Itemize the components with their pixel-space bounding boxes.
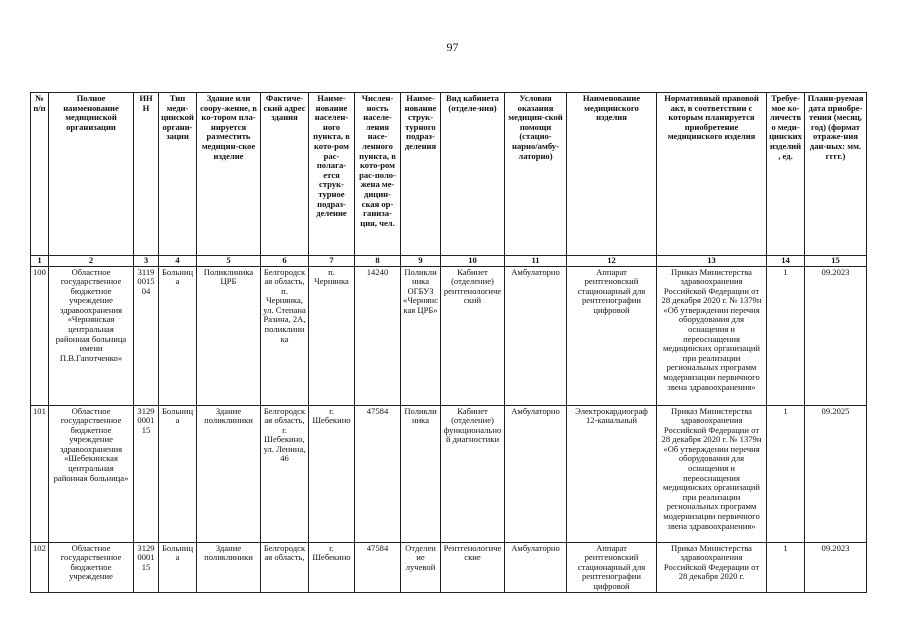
header-cell: Условия оказания медицин-ской помощи (стацио-нарно/амбу-латорно) <box>505 93 567 256</box>
population: 47584 <box>355 405 401 542</box>
row-number: 102 <box>31 542 49 593</box>
header-cell: Наиме-нование населен-ного пункта, в кото-ром рас-полага-ется струк-турное подраз-деление <box>309 93 355 256</box>
header-cell: Плани-руемая дата приобре-тения (месяц, год) (формат отраже-ния дан-ных: мм. гггг.) <box>805 93 867 256</box>
equipment-table <box>30 92 867 593</box>
column-number: 14 <box>767 256 805 267</box>
header-cell: Наименование медицинского изделия <box>567 93 657 256</box>
conditions: Амбулаторно <box>505 405 567 542</box>
quantity: 1 <box>767 542 805 593</box>
column-number: 4 <box>159 256 197 267</box>
address: Белгородская область, г. Шебекино, ул. Ленина, 46 <box>261 405 309 542</box>
quantity: 1 <box>767 266 805 405</box>
purchase-date: 09.2023 <box>805 266 867 405</box>
table-row <box>31 542 867 593</box>
page-number: 97 <box>446 40 459 54</box>
header-cell: Числен-ность населе-ления насе-ленного пункта, в кото-ром рас-поло-жена ме-дицин-ская ор-ганиза-ция, чел. <box>355 93 401 256</box>
building: Здание поликлиники <box>197 542 261 593</box>
header-cell: Тип меди-цинской органи-зации <box>159 93 197 256</box>
org-type: Больница <box>159 542 197 593</box>
inn: 3119001504 <box>134 266 159 405</box>
unit: Поликлиника ОГБУЗ «Чернянская ЦРБ» <box>401 266 441 405</box>
header-cell: Полное наименование медицинской организации <box>49 93 134 256</box>
org-type: Больница <box>159 405 197 542</box>
column-number: 8 <box>355 256 401 267</box>
address: Белгородская область, <box>261 542 309 593</box>
column-number: 2 <box>49 256 134 267</box>
unit: Поликлиника <box>401 405 441 542</box>
column-number: 5 <box>197 256 261 267</box>
header-cell: Здание или соору-жение, в ко-тором пла-нируется разместить медицин-ское изделие <box>197 93 261 256</box>
population: 14240 <box>355 266 401 405</box>
purchase-date: 09.2023 <box>805 542 867 593</box>
inn: 3129000115 <box>134 405 159 542</box>
locality: г. Шебекино <box>309 542 355 593</box>
header-cell: ИНН <box>134 93 159 256</box>
legal-act: Приказ Министерства здравоохранения Российской Федерации от 28 декабря 2020 г. <box>657 542 767 593</box>
header-cell: Наиме-нование струк-турного подраз-деления <box>401 93 441 256</box>
row-number: 100 <box>31 266 49 405</box>
column-number: 12 <box>567 256 657 267</box>
device: Аппарат рентгеновский стационарный для рентгенографии цифровой <box>567 266 657 405</box>
column-number: 7 <box>309 256 355 267</box>
table-row <box>31 266 867 405</box>
header-cell: Требуе-мое ко-личество меди-цинских изделий, ед. <box>767 93 805 256</box>
column-number: 15 <box>805 256 867 267</box>
org-type: Больница <box>159 266 197 405</box>
device: Электрокардиограф 12-канальный <box>567 405 657 542</box>
header-cell: Вид кабинета (отделе-ния) <box>441 93 505 256</box>
building: Здание поликлиники <box>197 405 261 542</box>
purchase-date: 09.2025 <box>805 405 867 542</box>
device: Аппарат рентгеновский стационарный для рентгенографии цифровой <box>567 542 657 593</box>
inn: 3129000115 <box>134 542 159 593</box>
header-cell: № п/п <box>31 93 49 256</box>
locality: г. Шебекино <box>309 405 355 542</box>
cabinet: Кабинет (отделение) функциональной диагностики <box>441 405 505 542</box>
cabinet: Рентгенологические <box>441 542 505 593</box>
locality: п. Чернянка <box>309 266 355 405</box>
header-row <box>31 93 867 256</box>
legal-act: Приказ Министерства здравоохранения Российской Федерации от 28 декабря 2020 г. № 1379н «Об утверждении перечня оборудования для оснащения и переоснащения медицинских организаций при реализации региональных программ модернизации первичного звена здравоохранения» <box>657 266 767 405</box>
cabinet: Кабинет (отделение) рентгенологический <box>441 266 505 405</box>
unit: Отделение лучевой <box>401 542 441 593</box>
conditions: Амбулаторно <box>505 266 567 405</box>
address: Белгородская область, п. Чернянка, ул. Степана Разина, 2А, поликлиника <box>261 266 309 405</box>
column-number: 3 <box>134 256 159 267</box>
quantity: 1 <box>767 405 805 542</box>
column-number: 11 <box>505 256 567 267</box>
building: Поликлиника ЦРБ <box>197 266 261 405</box>
org-name: Областное государственное бюджетное учреждение здравоохранения «Шебекинская центральная районная больница» <box>49 405 134 542</box>
column-number: 1 <box>31 256 49 267</box>
column-number-row <box>31 256 867 267</box>
table-row <box>31 405 867 542</box>
row-number: 101 <box>31 405 49 542</box>
header-cell: Фактиче-ский адрес здания <box>261 93 309 256</box>
column-number: 10 <box>441 256 505 267</box>
conditions: Амбулаторно <box>505 542 567 593</box>
population: 47584 <box>355 542 401 593</box>
header-cell: Нормативный правовой акт, в соответствии с которым планируется приобретение медицинского изделия <box>657 93 767 256</box>
column-number: 13 <box>657 256 767 267</box>
column-number: 9 <box>401 256 441 267</box>
org-name: Областное государственное бюджетное учреждение <box>49 542 134 593</box>
legal-act: Приказ Министерства здравоохранения Российской Федерации от 28 декабря 2020 г. № 1379н «Об утверждении перечня оборудования для оснащения и переоснащения медицинских организаций при реализации региональных программ модернизации первичного звена здравоохранения» <box>657 405 767 542</box>
org-name: Областное государственное бюджетное учреждение здравоохранения «Чернянская центральная районная больница имени П.В.Гапотченко» <box>49 266 134 405</box>
column-number: 6 <box>261 256 309 267</box>
